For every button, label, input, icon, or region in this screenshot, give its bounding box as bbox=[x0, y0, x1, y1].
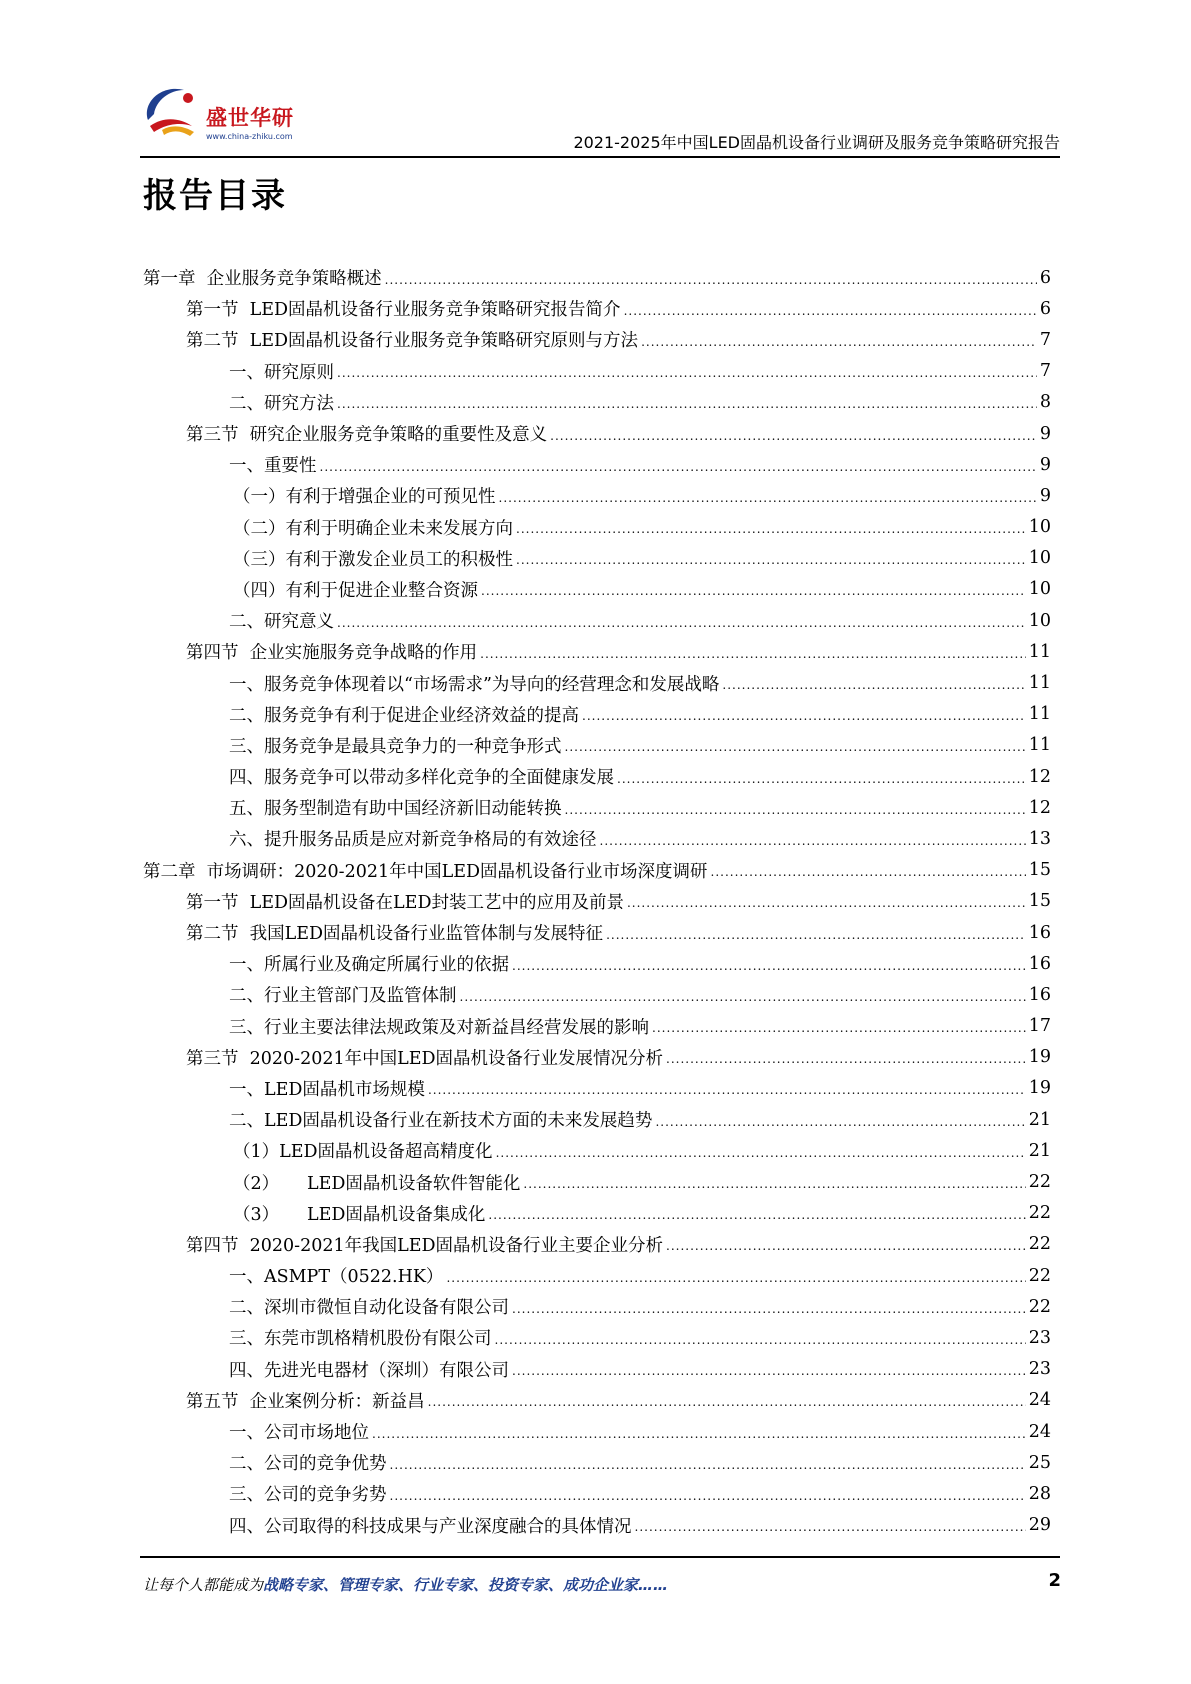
toc-entry-label: 一、公司市场地位 bbox=[229, 1423, 369, 1444]
toc-entry-label: 第三节 2020-2021年中国LED固晶机设备行业发展情况分析 bbox=[186, 1048, 664, 1069]
toc-entry-label: 三、东莞市凯格精机股份有限公司 bbox=[229, 1329, 492, 1350]
toc-dot-leader bbox=[565, 799, 1026, 817]
table-of-contents bbox=[143, 262, 1051, 1541]
toc-entry[interactable] bbox=[143, 1291, 1051, 1322]
toc-entry-label: 第二节 我国LED固晶机设备行业监管体制与发展特征 bbox=[186, 924, 604, 945]
toc-entry-label: 二、行业主管部门及监管体制 bbox=[229, 986, 457, 1007]
toc-entry-page: 23 bbox=[1028, 1327, 1051, 1348]
toc-dot-leader bbox=[516, 518, 1026, 536]
toc-dot-leader bbox=[337, 393, 1037, 411]
toc-dot-leader bbox=[337, 612, 1026, 630]
toc-entry-label: （二）有利于明确企业未来发展方向 bbox=[233, 518, 513, 539]
toc-dot-leader bbox=[496, 1142, 1026, 1160]
toc-dot-leader bbox=[624, 300, 1037, 318]
toc-entry[interactable] bbox=[143, 262, 1051, 293]
toc-entry-label: 一、研究原则 bbox=[229, 362, 334, 383]
toc-dot-leader bbox=[495, 1329, 1026, 1347]
logo-text: 盛世华研 bbox=[206, 106, 294, 130]
toc-entry-label: （2） LED固晶机设备软件智能化 bbox=[233, 1173, 521, 1194]
toc-entry[interactable] bbox=[143, 948, 1051, 979]
toc-entry[interactable] bbox=[143, 1135, 1051, 1166]
toc-entry-page: 22 bbox=[1028, 1203, 1051, 1224]
toc-entry-page: 11 bbox=[1028, 704, 1051, 725]
toc-entry[interactable] bbox=[143, 1229, 1051, 1260]
toc-entry[interactable] bbox=[143, 667, 1051, 698]
toc-entry-label: 第二节 LED固晶机设备行业服务竞争策略研究原则与方法 bbox=[186, 331, 639, 352]
toc-entry-label: 二、LED固晶机设备行业在新技术方面的未来发展趋势 bbox=[229, 1111, 653, 1132]
toc-entry-label: （3） LED固晶机设备集成化 bbox=[233, 1204, 486, 1225]
toc-entry-page: 9 bbox=[1039, 454, 1051, 475]
toc-entry[interactable] bbox=[143, 1104, 1051, 1135]
footer-slogan-prefix: 让每个人都能成为 bbox=[143, 1576, 264, 1594]
toc-dot-leader bbox=[512, 955, 1026, 973]
toc-entry[interactable] bbox=[143, 636, 1051, 667]
toc-entry-page: 15 bbox=[1028, 891, 1051, 912]
toc-dot-leader bbox=[488, 1204, 1025, 1222]
toc-entry[interactable] bbox=[143, 449, 1051, 480]
toc-entry-label: （一）有利于增强企业的可预见性 bbox=[233, 487, 496, 508]
toc-entry-page: 22 bbox=[1028, 1265, 1051, 1286]
toc-entry-page: 10 bbox=[1028, 579, 1051, 600]
toc-entry-label: 二、公司的竞争优势 bbox=[229, 1454, 387, 1475]
toc-entry-label: （三）有利于激发企业员工的积极性 bbox=[233, 549, 513, 570]
toc-entry-page: 22 bbox=[1028, 1172, 1051, 1193]
toc-entry[interactable] bbox=[143, 1354, 1051, 1385]
toc-dot-leader bbox=[337, 362, 1037, 380]
report-header-title: 2021-2025年中国LED固晶机设备行业调研及服务竞争策略研究报告 bbox=[573, 133, 1060, 152]
toc-entry-page: 23 bbox=[1028, 1359, 1051, 1380]
page-number: 2 bbox=[1048, 1570, 1061, 1591]
toc-entry[interactable] bbox=[143, 792, 1051, 823]
toc-dot-leader bbox=[372, 1423, 1026, 1441]
toc-entry-page: 9 bbox=[1039, 485, 1051, 506]
toc-entry-label: 第一节 LED固晶机设备行业服务竞争策略研究报告简介 bbox=[186, 300, 621, 321]
toc-entry-label: 二、研究意义 bbox=[229, 612, 334, 633]
toc-dot-leader bbox=[666, 1048, 1026, 1066]
toc-dot-leader bbox=[460, 986, 1026, 1004]
footer-slogan-accent: 战略专家、管理专家、行业专家、投资专家、成功企业家…… bbox=[263, 1576, 669, 1594]
toc-dot-leader bbox=[320, 456, 1037, 474]
toc-entry[interactable] bbox=[143, 1447, 1051, 1478]
toc-entry-label: 一、LED固晶机市场规模 bbox=[229, 1079, 425, 1100]
toc-dot-leader bbox=[428, 1079, 1026, 1097]
toc-entry-label: 三、行业主要法律法规政策及对新益昌经营发展的影响 bbox=[229, 1017, 649, 1038]
toc-entry-page: 7 bbox=[1039, 329, 1051, 350]
toc-entry-page: 16 bbox=[1028, 953, 1051, 974]
toc-entry-page: 15 bbox=[1028, 860, 1051, 881]
toc-entry-page: 24 bbox=[1028, 1421, 1051, 1442]
toc-entry[interactable] bbox=[143, 855, 1051, 886]
toc-entry[interactable] bbox=[143, 823, 1051, 854]
toc-entry-label: 三、公司的竞争劣势 bbox=[229, 1485, 387, 1506]
company-logo bbox=[140, 80, 310, 150]
toc-entry[interactable] bbox=[143, 480, 1051, 511]
toc-entry-page: 22 bbox=[1028, 1234, 1051, 1255]
toc-entry-page: 12 bbox=[1028, 797, 1051, 818]
toc-dot-leader bbox=[428, 1391, 1026, 1409]
toc-dot-leader bbox=[523, 1173, 1025, 1191]
toc-entry[interactable] bbox=[143, 605, 1051, 636]
toc-entry-page: 17 bbox=[1028, 1016, 1051, 1037]
toc-entry[interactable] bbox=[143, 979, 1051, 1010]
toc-dot-leader bbox=[582, 705, 1026, 723]
toc-dot-leader bbox=[512, 1298, 1026, 1316]
page-header bbox=[140, 80, 1060, 160]
toc-entry-page: 6 bbox=[1039, 298, 1051, 319]
toc-entry[interactable] bbox=[143, 324, 1051, 355]
logo-swoosh-icon bbox=[140, 80, 210, 140]
toc-entry-page: 21 bbox=[1028, 1109, 1051, 1130]
toc-entry[interactable] bbox=[143, 1322, 1051, 1353]
toc-dot-leader bbox=[550, 425, 1037, 443]
toc-entry[interactable] bbox=[143, 1260, 1051, 1291]
toc-entry-label: 五、服务型制造有助中国经济新旧动能转换 bbox=[229, 799, 562, 820]
toc-dot-leader bbox=[512, 1360, 1026, 1378]
toc-entry-label: 二、服务竞争有利于促进企业经济效益的提高 bbox=[229, 705, 579, 726]
toc-entry-label: 第一章 企业服务竞争策略概述 bbox=[143, 269, 382, 290]
toc-entry-page: 7 bbox=[1039, 361, 1051, 382]
toc-dot-leader bbox=[600, 830, 1026, 848]
toc-entry-label: 二、研究方法 bbox=[229, 393, 334, 414]
toc-dot-leader bbox=[481, 580, 1026, 598]
toc-entry[interactable] bbox=[143, 1073, 1051, 1104]
toc-dot-leader bbox=[516, 549, 1026, 567]
toc-entry-label: （1）LED固晶机设备超高精度化 bbox=[233, 1142, 493, 1163]
toc-entry[interactable] bbox=[143, 418, 1051, 449]
toc-entry-label: 一、重要性 bbox=[229, 456, 317, 477]
toc-entry-label: 四、服务竞争可以带动多样化竞争的全面健康发展 bbox=[229, 768, 614, 789]
toc-entry-page: 12 bbox=[1028, 766, 1051, 787]
toc-entry-page: 10 bbox=[1028, 610, 1051, 631]
toc-entry-label: 第四节 企业实施服务竞争战略的作用 bbox=[186, 643, 478, 664]
toc-entry-page: 11 bbox=[1028, 641, 1051, 662]
toc-dot-leader bbox=[480, 643, 1026, 661]
toc-entry-label: 一、所属行业及确定所属行业的依据 bbox=[229, 955, 509, 976]
toc-entry[interactable] bbox=[143, 1416, 1051, 1447]
toc-entry-label: 第二章 市场调研：2020-2021年中国LED固晶机设备行业市场深度调研 bbox=[143, 861, 708, 882]
toc-entry[interactable] bbox=[143, 1166, 1051, 1197]
toc-dot-leader bbox=[385, 269, 1037, 287]
toc-entry-page: 16 bbox=[1028, 922, 1051, 943]
toc-entry[interactable] bbox=[143, 293, 1051, 324]
toc-entry-label: 一、服务竞争体现着以“市场需求”为导向的经营理念和发展战略 bbox=[229, 674, 720, 695]
logo-url: www.china-zhiku.com bbox=[206, 132, 293, 141]
toc-entry[interactable] bbox=[143, 356, 1051, 387]
toc-entry-page: 6 bbox=[1039, 267, 1051, 288]
toc-entry-label: （四）有利于促进企业整合资源 bbox=[233, 580, 478, 601]
toc-entry-page: 19 bbox=[1028, 1047, 1051, 1068]
toc-dot-leader bbox=[652, 1017, 1026, 1035]
toc-dot-leader bbox=[627, 892, 1026, 910]
toc-dot-leader bbox=[565, 736, 1026, 754]
toc-entry-page: 9 bbox=[1039, 423, 1051, 444]
toc-entry[interactable] bbox=[143, 574, 1051, 605]
toc-entry-page: 29 bbox=[1028, 1515, 1051, 1536]
page-title: 报告目录 bbox=[143, 176, 287, 216]
toc-entry-page: 16 bbox=[1028, 984, 1051, 1005]
toc-entry[interactable] bbox=[143, 1011, 1051, 1042]
toc-entry[interactable] bbox=[143, 730, 1051, 761]
header-divider bbox=[140, 156, 1060, 158]
toc-entry[interactable] bbox=[143, 543, 1051, 574]
toc-dot-leader bbox=[446, 1267, 1025, 1285]
toc-dot-leader bbox=[722, 674, 1025, 692]
toc-dot-leader bbox=[655, 1111, 1025, 1129]
toc-entry-label: 一、ASMPT（0522.HK） bbox=[229, 1267, 444, 1288]
footer-slogan bbox=[143, 1574, 668, 1595]
toc-dot-leader bbox=[617, 768, 1026, 786]
toc-dot-leader bbox=[390, 1485, 1026, 1503]
toc-entry[interactable] bbox=[143, 699, 1051, 730]
toc-entry-label: 二、深圳市微恒自动化设备有限公司 bbox=[229, 1298, 509, 1319]
toc-dot-leader bbox=[641, 331, 1037, 349]
toc-entry[interactable] bbox=[143, 1042, 1051, 1073]
toc-dot-leader bbox=[499, 487, 1037, 505]
toc-entry[interactable] bbox=[143, 1198, 1051, 1229]
toc-dot-leader bbox=[606, 924, 1026, 942]
toc-entry-page: 10 bbox=[1028, 548, 1051, 569]
toc-entry-page: 28 bbox=[1028, 1483, 1051, 1504]
toc-entry-page: 8 bbox=[1039, 392, 1051, 413]
toc-entry-label: 第一节 LED固晶机设备在LED封装工艺中的应用及前景 bbox=[186, 892, 624, 913]
toc-entry[interactable] bbox=[143, 512, 1051, 543]
toc-entry-page: 21 bbox=[1028, 1140, 1051, 1161]
toc-dot-leader bbox=[390, 1454, 1026, 1472]
toc-entry-page: 10 bbox=[1028, 517, 1051, 538]
toc-entry-page: 13 bbox=[1028, 828, 1051, 849]
toc-entry-label: 四、先进光电器材（深圳）有限公司 bbox=[229, 1360, 509, 1381]
toc-dot-leader bbox=[666, 1235, 1026, 1253]
toc-entry[interactable] bbox=[143, 917, 1051, 948]
toc-dot-leader bbox=[711, 861, 1026, 879]
toc-entry[interactable] bbox=[143, 1385, 1051, 1416]
toc-entry-label: 第三节 研究企业服务竞争策略的重要性及意义 bbox=[186, 425, 548, 446]
footer-divider bbox=[140, 1556, 1060, 1558]
toc-entry[interactable] bbox=[143, 761, 1051, 792]
toc-entry-label: 三、服务竞争是最具竞争力的一种竞争形式 bbox=[229, 736, 562, 757]
toc-entry-page: 11 bbox=[1028, 735, 1051, 756]
toc-entry[interactable] bbox=[143, 1478, 1051, 1509]
toc-entry-page: 24 bbox=[1028, 1390, 1051, 1411]
toc-entry-label: 四、公司取得的科技成果与产业深度融合的具体情况 bbox=[229, 1516, 632, 1537]
toc-entry-label: 第四节 2020-2021年我国LED固晶机设备行业主要企业分析 bbox=[186, 1235, 664, 1256]
toc-entry-page: 22 bbox=[1028, 1296, 1051, 1317]
toc-dot-leader bbox=[635, 1516, 1026, 1534]
toc-entry-page: 25 bbox=[1028, 1452, 1051, 1473]
toc-entry[interactable] bbox=[143, 886, 1051, 917]
toc-entry[interactable] bbox=[143, 1510, 1051, 1541]
toc-entry[interactable] bbox=[143, 387, 1051, 418]
toc-entry-page: 11 bbox=[1028, 673, 1051, 694]
toc-entry-label: 六、提升服务品质是应对新竞争格局的有效途径 bbox=[229, 830, 597, 851]
toc-entry-page: 19 bbox=[1028, 1078, 1051, 1099]
toc-entry-label: 第五节 企业案例分析：新益昌 bbox=[186, 1391, 425, 1412]
